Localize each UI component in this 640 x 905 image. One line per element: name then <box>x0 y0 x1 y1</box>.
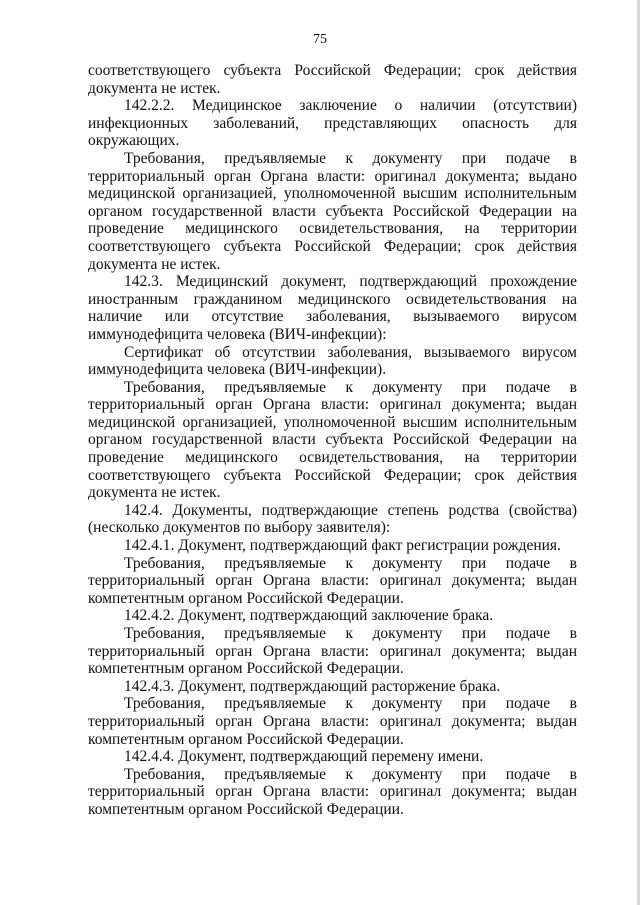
paragraph: 142.2.2. Медицинское заключение о наличии (отсутствии) инфекционных заболеваний, представляющих опасность для окружающих. <box>88 97 577 150</box>
paragraph: 142.4.3. Документ, подтверждающий расторжение брака. <box>124 677 501 695</box>
paragraph: Сертификат об отсутствии заболевания, вызываемого вирусом иммунодефицита человека (ВИЧ-инфекции). <box>88 343 577 379</box>
paragraph: Требования, предъявляемые к документу при подаче в территориальный орган Органа власти: оригинал документа; выдан компетентным органом Российской Федерации. <box>88 695 577 748</box>
paragraph: Требования, предъявляемые к документу при подаче в территориальный орган Органа власти: оригинал документа; выдано медицинской организацией, уполномоченной высшим исполнительным органом государственной власти субъекта Российской Федерации на проведение медицинского освидетельствования, на территории соответствующего субъекта Российской Федерации; срок действия документа не истек. <box>88 149 577 273</box>
paragraph: Требования, предъявляемые к документу при подаче в территориальный орган Органа власти: оригинал документа; выдан компетентным органом Российской Федерации. <box>88 625 577 678</box>
paragraph: Требования, предъявляемые к документу при подаче в территориальный орган Органа власти: оригинал документа; выдан компетентным органом Российской Федерации. <box>88 554 577 607</box>
paragraph: 142.3. Медицинский документ, подтверждающий прохождение иностранным гражданином медицинского освидетельствования на наличие или отсутствие заболевания, вызываемого вирусом иммунодефицита человека (ВИЧ-инфекции): <box>88 273 577 343</box>
page-number: 75 <box>313 32 327 47</box>
paragraph: Требования, предъявляемые к документу при подаче в территориальный орган Органа власти: оригинал документа; выдан медицинской организацией, уполномоченной высшим исполнительным органом государственной власти субъекта Российской Федерации на проведение медицинского освидетельствования, на территории соответствующего субъекта Российской Федерации; срок действия документа не истек. <box>88 378 577 502</box>
paragraph: 142.4.2. Документ, подтверждающий заключение брака. <box>124 607 494 625</box>
paragraph: Требования, предъявляемые к документу при подаче в территориальный орган Органа власти: оригинал документа; выдан компетентным органом Российской Федерации. <box>88 765 577 818</box>
paragraph: 142.4.1. Документ, подтверждающий факт регистрации рождения. <box>124 537 561 555</box>
document-body <box>88 62 577 819</box>
paragraph: 142.4. Документы, подтверждающие степень родства (свойства) (несколько документов по выбору заявителя): <box>88 501 577 537</box>
paragraph: 142.4.4. Документ, подтверждающий перемену имени. <box>124 748 484 766</box>
paragraph: соответствующего субъекта Российской Федерации; срок действия документа не истек. <box>88 62 577 97</box>
